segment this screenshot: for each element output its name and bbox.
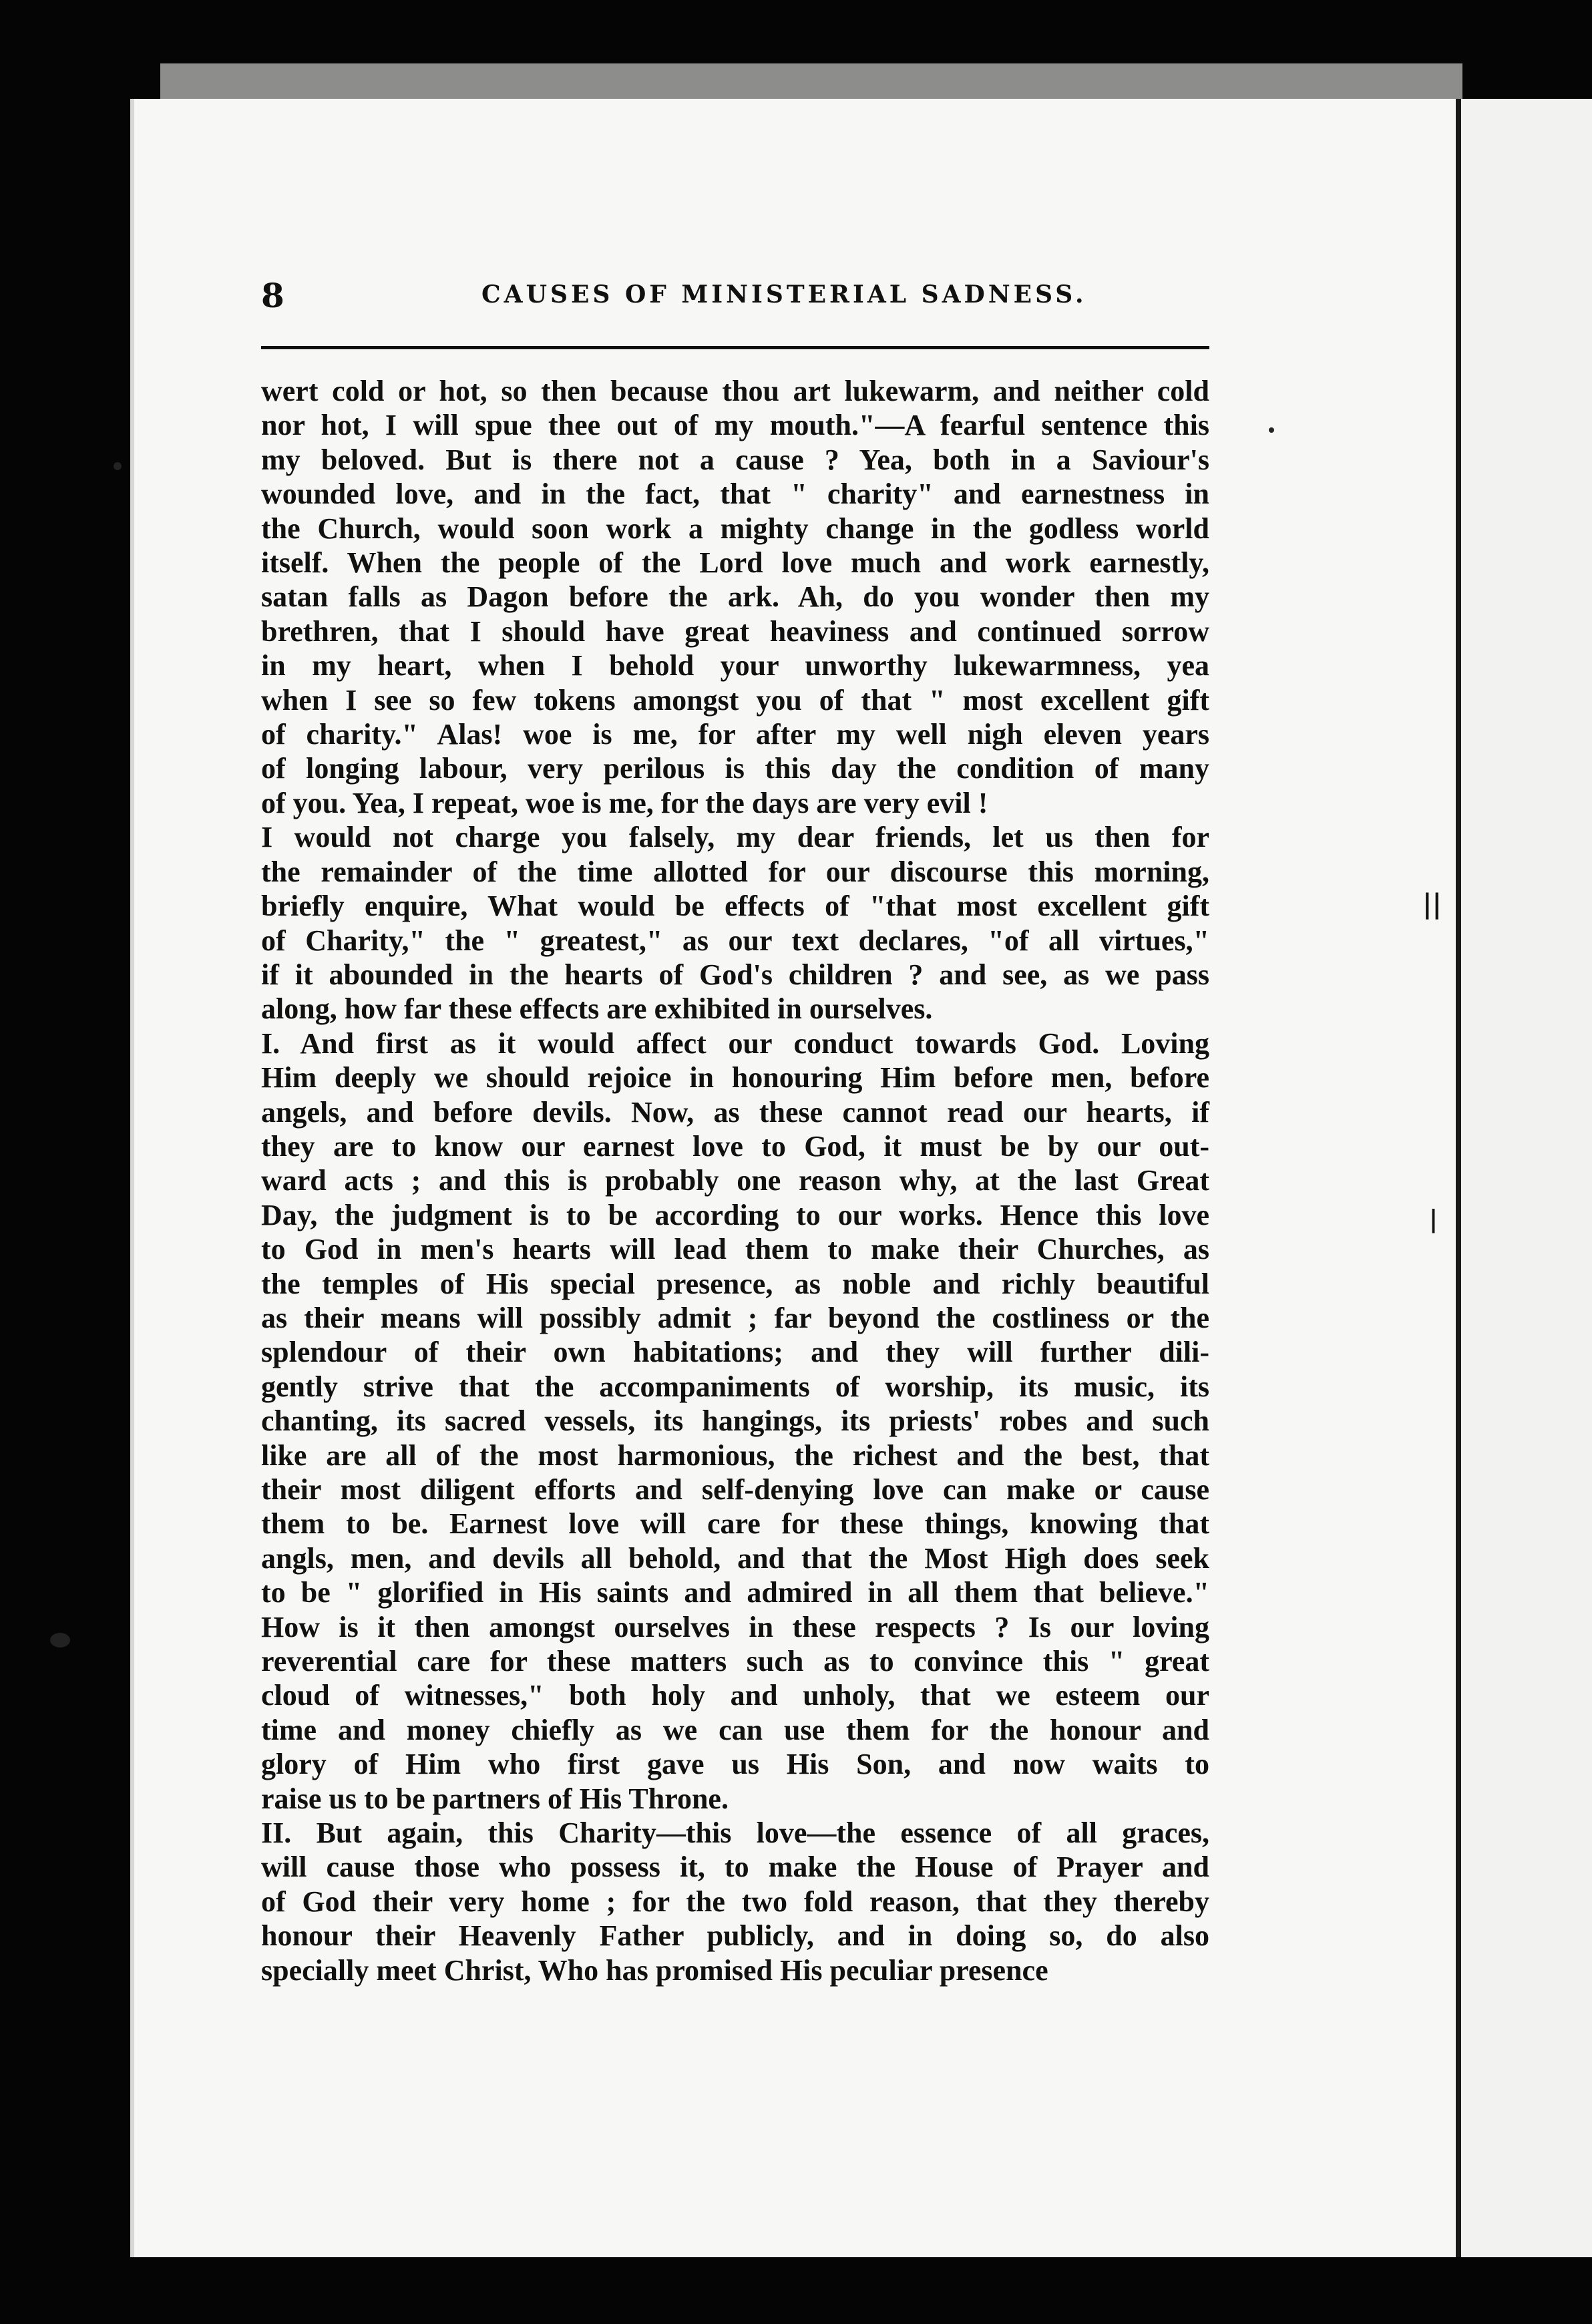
text-line: satan falls as Dagon before the ark. Ah, do you wonder then my [261, 580, 1209, 614]
text-line: How is it then amongst ourselves in these respects ? Is our loving [261, 1610, 1209, 1643]
text-line: of Charity," the " greatest," as our text declares, "of all virtues," [261, 924, 1209, 957]
text-line: them to be. Earnest love will care for these things, knowing that [261, 1507, 1209, 1541]
header-rule [261, 346, 1209, 349]
text-line: angls, men, and devils all behold, and that the Most High does seek [261, 1541, 1209, 1575]
text-line: itself. When the people of the Lord love much and work earnestly, [261, 546, 1209, 580]
body-text [261, 374, 1209, 1987]
page-top-edge [160, 63, 1462, 104]
text-line: wert cold or hot, so then because thou art lukewarm, and neither cold [261, 375, 1209, 407]
text-line: brethren, that I should have great heaviness and continued sorrow [261, 614, 1209, 648]
page-number: 8 [261, 276, 284, 315]
text-line: I would not charge you falsely, my dear friends, let us then for [261, 821, 1209, 854]
text-line: the Church, would soon work a mighty change in the godless world [261, 512, 1209, 545]
text-line: in my heart, when I behold your unworthy lukewarmness, yea [261, 649, 1209, 683]
book-page [130, 99, 1470, 2257]
text-line: briefly enquire, What would be effects of "that most excellent gift [261, 890, 1209, 923]
text-line: of God their very home ; for the two fold reason, that they thereby [261, 1885, 1209, 1918]
dust-speck [50, 1633, 70, 1648]
text-line: of longing labour, very perilous is this day the condition of many [261, 752, 1209, 785]
text-line: along, how far these effects are exhibited in ourselves. [261, 992, 933, 1026]
dust-speck [1269, 427, 1274, 433]
text-line: splendour of their own habitations; and they will further dili- [261, 1336, 1209, 1369]
text-line: the remainder of the time allotted for our discourse this morning, [261, 855, 1209, 888]
text-line: they are to know our earnest love to God, it must be by our out- [261, 1129, 1209, 1163]
margin-mark: | [1429, 1205, 1438, 1233]
margin-bracket-mark: || [1422, 888, 1442, 920]
text-line: II. But again, this Charity—this love—the essence of all graces, [261, 1816, 1209, 1850]
text-line: time and money chiefly as we can use them for the honour and [261, 1713, 1209, 1746]
text-line: glory of Him who first gave us His Son, and now waits to [261, 1748, 1209, 1781]
text-line: if it abounded in the hearts of God's children ? and see, as we pass [261, 958, 1209, 991]
text-line: raise us to be partners of His Throne. [261, 1782, 729, 1815]
text-line: when I see so few tokens amongst you of that " most excellent gift [261, 683, 1209, 717]
text-line: to God in men's hearts will lead them to make their Churches, as [261, 1233, 1209, 1266]
text-line: Him deeply we should rejoice in honouring Him before men, before [261, 1061, 1209, 1095]
text-line: like are all of the most harmonious, the richest and the best, that [261, 1438, 1209, 1472]
text-line: as their means will possibly admit ; far beyond the costliness or the [261, 1301, 1209, 1334]
text-line: will cause those who possess it, to make the House of Prayer and [261, 1851, 1209, 1884]
text-line: their most diligent efforts and self-denying love can make or cause [261, 1473, 1209, 1506]
text-line: of charity." Alas! woe is me, for after my well nigh eleven years [261, 718, 1209, 751]
text-line: Day, the judgment is to be according to our works. Hence this love [261, 1198, 1209, 1231]
text-line: the temples of His special presence, as noble and richly beautiful [261, 1267, 1209, 1300]
text-line: ward acts ; and this is probably one reason why, at the last Great [261, 1164, 1209, 1197]
text-line: my beloved. But is there not a cause ? Yea, both in a Saviour's [261, 443, 1209, 476]
text-line: honour their Heavenly Father publicly, and in doing so, do also [261, 1919, 1209, 1953]
text-line: wounded love, and in the fact, that " charity" and earnestness in [261, 477, 1209, 511]
text-line: chanting, its sacred vessels, its hangings, its priests' robes and such [261, 1404, 1209, 1438]
text-line: I. And first as it would affect our conduct towards God. Loving [261, 1026, 1209, 1060]
text-line: nor hot, I will spue thee out of my mouth."—A fearful sentence this [261, 409, 1209, 442]
text-line: specially meet Christ, Who has promised His peculiar presence [261, 1953, 1048, 1987]
text-line: to be " glorified in His saints and admired in all them that believe." [261, 1576, 1209, 1609]
dust-speck [114, 462, 122, 470]
text-line: reverential care for these matters such as to convince this " great [261, 1645, 1209, 1678]
text-line: cloud of witnesses," both holy and unholy, that we esteem our [261, 1679, 1209, 1712]
text-line: angels, and before devils. Now, as these cannot read our hearts, if [261, 1095, 1209, 1129]
text-line: of you. Yea, I repeat, woe is me, for the days are very evil ! [261, 786, 988, 819]
running-title: CAUSES OF MINISTERIAL SADNESS. [481, 280, 1087, 309]
text-line: gently strive that the accompaniments of worship, its music, its [261, 1370, 1209, 1403]
facing-page-edge [1456, 99, 1592, 2257]
